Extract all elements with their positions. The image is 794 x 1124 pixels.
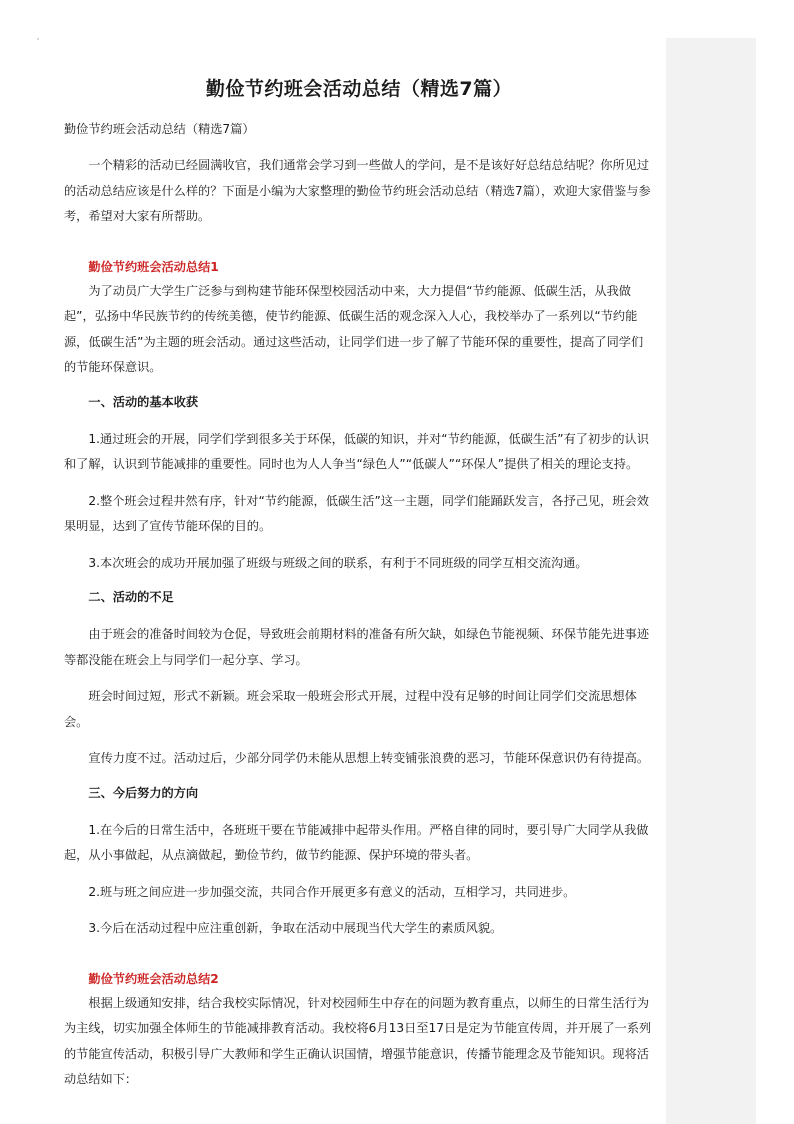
gains-item-3: 3.本次班会的成功开展加强了班级与班级之间的联系，有利于不同班级的同学互相交流沟通。 (88, 555, 588, 570)
gains-item-2: 2.整个班会过程井然有序，针对“节约能源，低碳生活”这一主题，同学们能踊跃发言，各抒己见，班会效果明显，达到了宣传节能环保的目的。 (64, 493, 649, 533)
document-subtitle: 勤俭节约班会活动总结（精选7篇） (64, 122, 255, 136)
gains-item-1: 1.通过班会的开展，同学们学到很多关于环保，低碳的知识，并对“节约能源，低碳生活”有了初步的认识和了解，认识到节能减排的重要性。同时也为人人争当“绿色人”“低碳人”“环保人”提供了相关的理论支持。 (64, 431, 649, 471)
shortcoming-paragraph-3: 宣传力度不过。活动过后，少部分同学仍未能从思想上转变铺张浪费的恶习，节能环保意识仍有待提高。 (88, 751, 650, 765)
direction-item-3: 3.今后在活动过程中应注重创新，争取在活动中展现当代大学生的素质风貌。 (88, 921, 503, 935)
section-1-paragraph: 为了动员广大学生广泛参与到构建节能环保型校园活动中来，大力提倡“节约能源、低碳生活，从我做起”，弘扬中华民族节约的传统美德，使节约能源、低碳生活的观念深入人心，我校举办了一系列以“节约能源，低碳生活”为主题的班会活动。通过这些活动，让同学们进一步了解了节能环保的重要性，提高了同学们的节能环保意识。 (64, 283, 644, 374)
document-page (64, 74, 654, 1104)
shortcoming-paragraph-1: 由于班会的准备时间较为仓促，导致班会前期材料的准备有所欠缺，如绿色节能视频、环保节能先进事迹等都没能在班会上与同学们一起分享、学习。 (64, 627, 650, 667)
heading-basic-gains: 一、活动的基本收获 (88, 394, 199, 409)
page-corner-mark (37, 38, 39, 40)
shortcoming-paragraph-2: 班会时间过短，形式不新颖。班会采取一般班会形式开展，过程中没有足够的时间让同学们交流思想体会。 (64, 689, 637, 729)
document-title: 勤俭节约班会活动总结（精选7篇） (205, 78, 513, 100)
section-2-title: 勤俭节约班会活动总结2 (88, 971, 219, 986)
heading-future-direction: 三、今后努力的方向 (88, 785, 199, 800)
right-sidebar-panel (666, 38, 756, 1124)
section-1-title: 勤俭节约班会活动总结1 (88, 259, 219, 274)
section-2-paragraph: 根据上级通知安排，结合我校实际情况，针对校园师生中存在的问题为教育重点，以师生的日常生活行为为主线，切实加强全体师生的节能减排教育活动。我校将6月13日至17日是定为节能宣传周，并开展了一系列的节能宣传活动，积极引导广大教师和学生正确认识国情，增强节能意识，传播节能理念及节能知识。现将活动总结如下： (64, 995, 652, 1086)
direction-item-1: 1.在今后的日常生活中，各班班干要在节能减排中起带头作用。严格自律的同时，要引导广大同学从我做起，从小事做起，从点滴做起，勤俭节约，做节约能源、保护环境的带头者。 (64, 822, 649, 862)
intro-paragraph: 一个精彩的活动已经圆满收官，我们通常会学习到一些做人的学问，是不是该好好总结总结呢？你所见过的活动总结应该是什么样的？下面是小编为大家整理的勤俭节约班会活动总结（精选7篇），欢迎大家借鉴与参考，希望对大家有所帮助。 (64, 158, 651, 223)
direction-item-2: 2.班与班之间应进一步加强交流，共同合作开展更多有意义的活动，互相学习，共同进步。 (88, 884, 576, 899)
heading-shortcomings: 二、活动的不足 (88, 590, 174, 604)
